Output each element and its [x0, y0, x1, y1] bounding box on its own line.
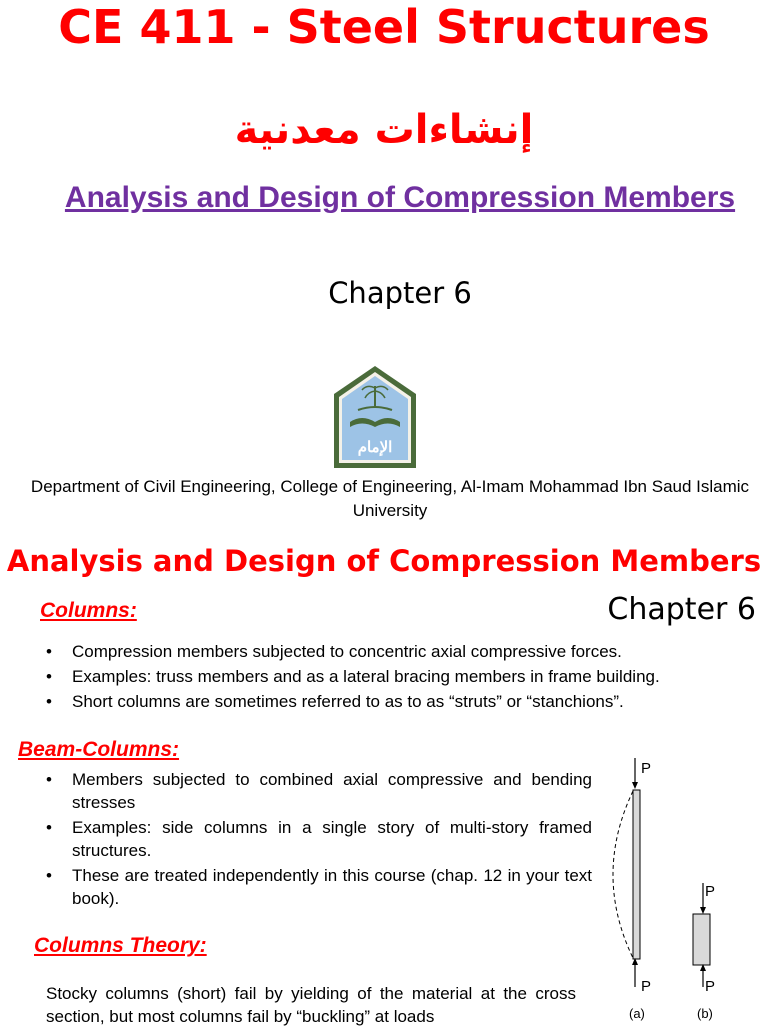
- logo-text: الإمام: [357, 439, 393, 456]
- arrow-head-icon: [632, 782, 638, 789]
- course-title-arabic: إنشاءات معدنية: [234, 107, 534, 153]
- department-info: Department of Civil Engineering, College of Engineering, Al-Imam Mohammad Ibn Saud Islamic University: [30, 477, 750, 520]
- course-title: CE 411 - Steel Structures: [58, 0, 710, 54]
- load-label-top-b: P: [705, 883, 716, 900]
- list-item: • Compression members subjected to concentric axial compressive forces.: [40, 640, 748, 663]
- columns-theory-heading: Columns Theory:: [34, 934, 207, 957]
- column-b: [693, 883, 715, 1021]
- beam-columns-bullet-list: [40, 768, 592, 912]
- arrow-head-icon: [700, 907, 706, 914]
- column-a: [613, 758, 651, 1021]
- columns-bullet-list: [40, 640, 748, 715]
- list-item: • Short columns are sometimes referred to as to as “struts” or “stanchions”.: [40, 690, 748, 713]
- buckled-shape-line: [613, 791, 633, 958]
- column-buckling-figure: [595, 755, 768, 1024]
- label-a: (a): [629, 1006, 645, 1021]
- chapter-label: Chapter 6: [328, 276, 472, 310]
- load-label-bottom-b: P: [705, 978, 716, 995]
- label-b: (b): [697, 1006, 713, 1021]
- list-item: • Examples: side columns in a single story of multi-story framed structures.: [40, 816, 592, 862]
- slide-subtitle: Analysis and Design of Compression Members: [64, 181, 736, 214]
- list-item: • Examples: truss members and as a lateral bracing members in frame building.: [40, 665, 748, 688]
- columns-heading: Columns:: [40, 599, 137, 622]
- load-label-bottom-a: P: [641, 978, 652, 995]
- column-member-b: [693, 914, 710, 965]
- slide-title: Analysis and Design of Compression Members: [6, 544, 762, 578]
- list-item: • These are treated independently in this course (chap. 12 in your text book).: [40, 864, 592, 910]
- columns-theory-text: Stocky columns (short) fail by yielding of the material at the cross section, but most columns fail by “buckling” at loads: [46, 984, 576, 1026]
- column-member-a: [633, 790, 640, 959]
- chapter-label-slide2: Chapter 6: [607, 592, 756, 627]
- university-logo: [332, 364, 418, 468]
- load-label-top-a: P: [641, 760, 652, 777]
- list-item: • Members subjected to combined axial compressive and bending stresses: [40, 768, 592, 814]
- beam-columns-heading: Beam-Columns:: [18, 738, 180, 761]
